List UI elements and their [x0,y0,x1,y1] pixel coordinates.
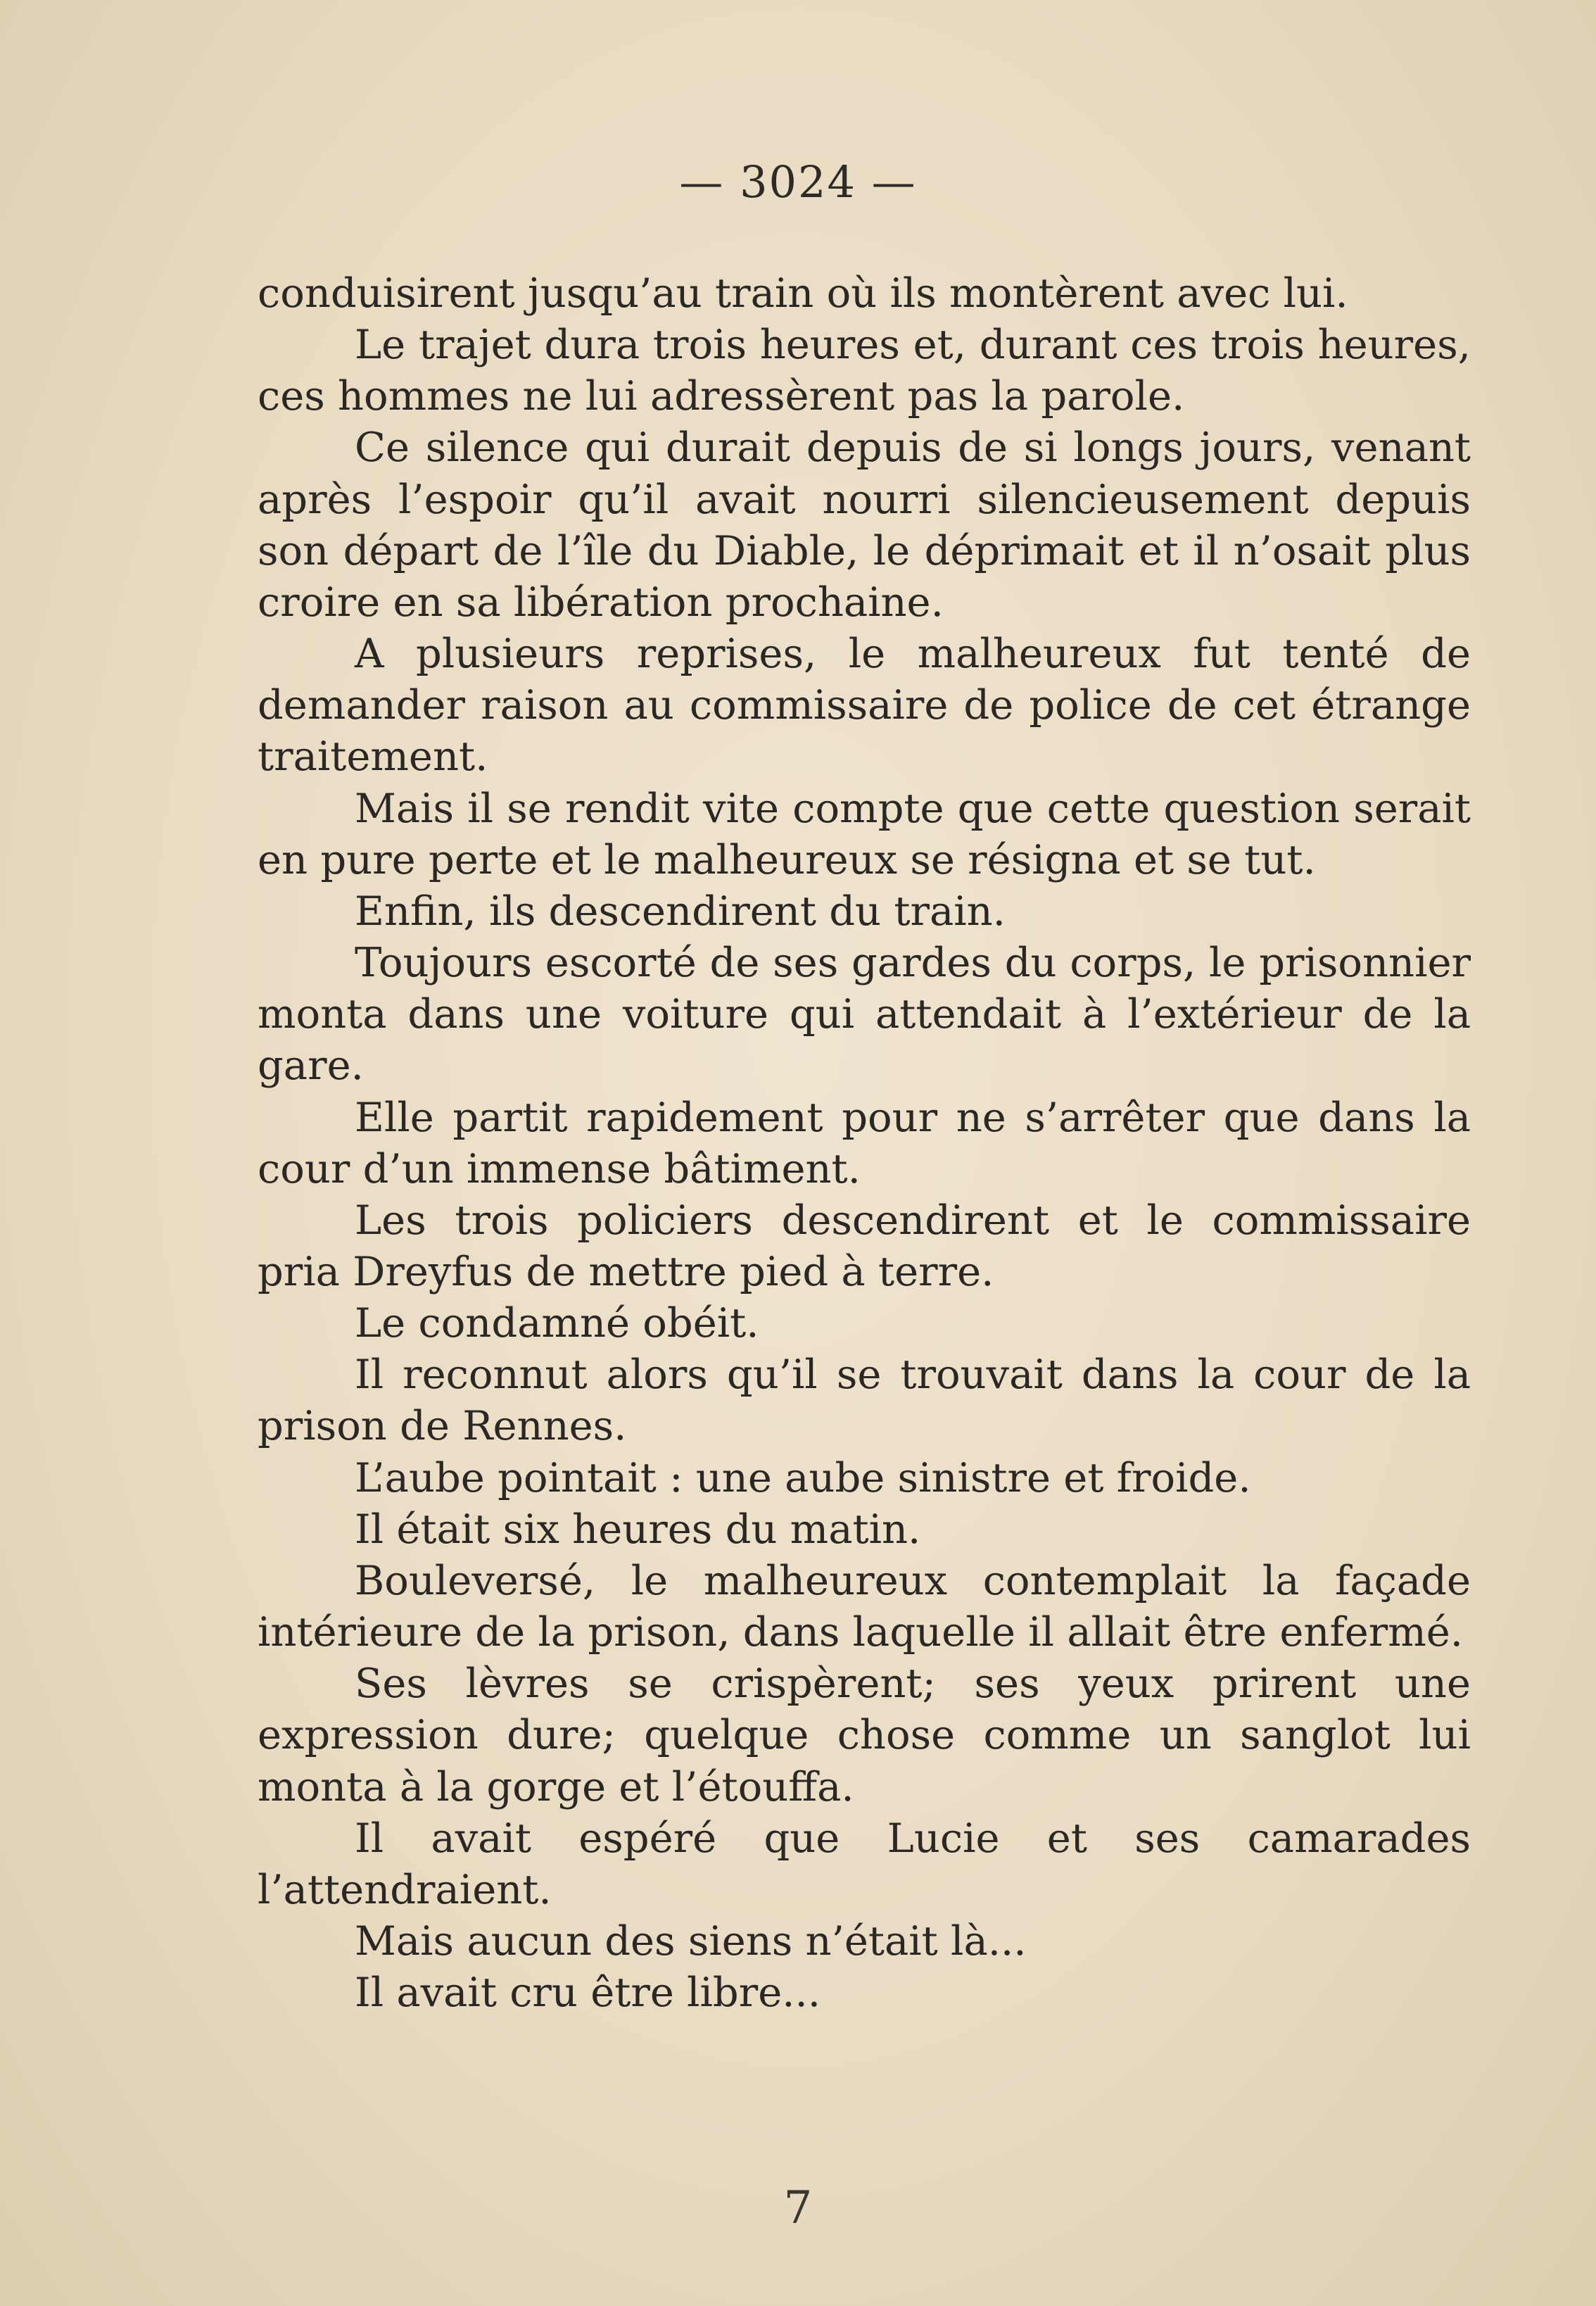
paragraph: L’aube pointait : une aube sinistre et froide. [355,1454,1251,1501]
paragraph: Bouleversé, le malheureux contemplait la façade intérieure de la prison, dans laquelle il allait être enfermé. [258,1556,1471,1656]
paragraph: Il était six heures du matin. [355,1505,921,1553]
page-number-header: — 3024 — [679,156,917,208]
paragraph: Enfin, ils descendirent du train. [355,887,1006,935]
paragraph: Toujours escorté de ses gardes du corps, le prisonnier monta dans une voiture qui attendait à l’extérieur de la gare. [258,939,1471,1090]
paragraph: Il reconnut alors qu’il se trouvait dans la cour de la prison de Rennes. [258,1351,1471,1450]
signature-mark: 7 [783,2182,813,2234]
paragraph: A plusieurs reprises, le malheureux fut tenté de demander raison au commissaire de police de cet étrange traitement. [258,630,1471,781]
paragraph: Ce silence qui durait depuis de si longs jours, venant après l’espoir qu’il avait nourri silencieusement depuis son départ de l’île du Diable, le déprimait et il n’osait plus croire en sa libération prochaine. [258,424,1471,626]
paragraph: conduisirent jusqu’au train où ils montèrent avec lui. [258,270,1348,317]
paragraph: Il avait cru être libre... [355,1969,821,2017]
paragraph: Ses lèvres se crispèrent; ses yeux prirent une expression dure; quelque chose comme un sanglot lui monta à la gorge et l’étouffa. [258,1660,1471,1810]
body-text [258,267,1471,2018]
paragraph: Il avait espéré que Lucie et ses camarades l’attendraient. [258,1814,1471,1913]
paragraph: Elle partit rapidement pour ne s’arrêter que dans la cour d’un immense bâtiment. [258,1093,1471,1192]
paragraph: Le condamné obéit. [355,1299,759,1347]
paragraph: Mais il se rendit vite compte que cette question serait en pure perte et le malheureux se résigna et se tut. [258,784,1471,883]
paragraph: Mais aucun des siens n’était là... [355,1917,1027,1965]
paragraph: Le trajet dura trois heures et, durant ces trois heures, ces hommes ne lui adressèrent pas la parole. [258,321,1471,420]
paragraph: Les trois policiers descendirent et le commissaire pria Dreyfus de mettre pied à terre. [258,1196,1471,1295]
